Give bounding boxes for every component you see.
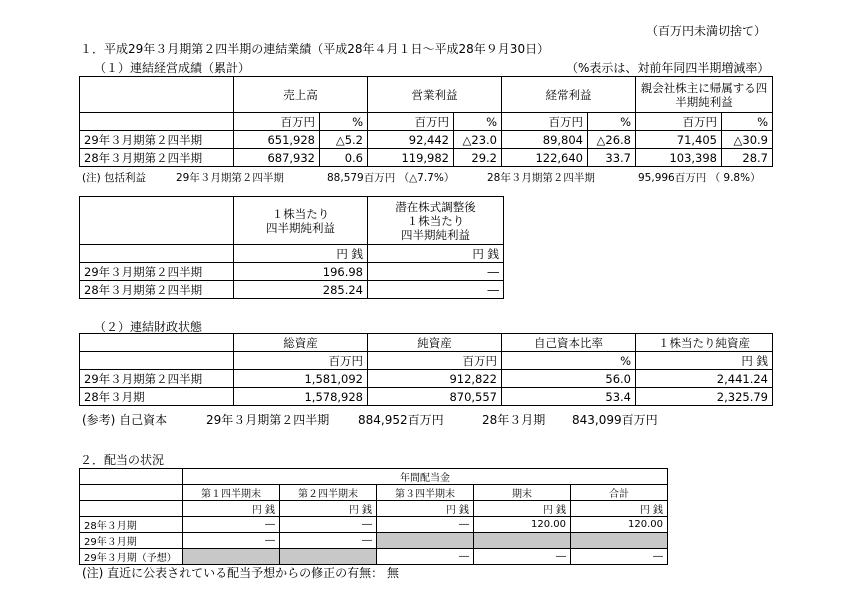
dividends-title: ２．配当の状況 (80, 453, 165, 467)
row-label: 28年３月期第２四半期 (80, 149, 234, 167)
unit-cell: 百万円 (636, 113, 722, 131)
unit-cell: 百万円 (368, 113, 454, 131)
value-cell: 870,557 (368, 388, 502, 406)
header-bps: １株当たり純資産 (636, 334, 773, 352)
row-label: 28年３月期 (80, 388, 234, 406)
value-cell: ― (474, 549, 571, 565)
header-ordinary-income: 経常利益 (502, 77, 636, 113)
table-row (80, 370, 773, 388)
value-cell: 89,804 (502, 131, 588, 149)
value-cell: 33.7 (588, 149, 636, 167)
footnote-value2: 95,996百万円 （ 9.8%） (638, 172, 761, 184)
table-row (80, 149, 773, 167)
unit-cell: 円 銭 (280, 501, 377, 517)
table-row (80, 281, 504, 299)
value-cell: △30.9 (722, 131, 773, 149)
dividends-table (79, 468, 668, 565)
unit-cell: 円 銭 (234, 245, 368, 263)
header-sales: 売上高 (234, 77, 368, 113)
value-cell: 687,932 (234, 149, 320, 167)
unit-note: （百万円未満切捨て） (646, 24, 767, 38)
eps-table (79, 196, 504, 299)
unit-cell: % (588, 113, 636, 131)
operating-results-table (79, 76, 773, 167)
reference-prefix: (参考) 自己資本 (82, 413, 168, 427)
value-cell: 119,982 (368, 149, 454, 167)
header-operating-income: 営業利益 (368, 77, 502, 113)
value-cell: ― (377, 549, 474, 565)
header-q1: 第１四半期末 (183, 485, 280, 501)
unit-cell: 百万円 (502, 113, 588, 131)
table-row (80, 263, 504, 281)
value-cell: 122,640 (502, 149, 588, 167)
unit-cell: % (722, 113, 773, 131)
header-q2: 第２四半期末 (280, 485, 377, 501)
unit-cell: 百万円 (234, 113, 320, 131)
row-label: 29年３月期第２四半期 (80, 263, 234, 281)
header-total: 合計 (571, 485, 668, 501)
unit-cell: 百万円 (368, 352, 502, 370)
header-q3: 第３四半期末 (377, 485, 474, 501)
header-year-end: 期末 (474, 485, 571, 501)
value-cell: 0.6 (320, 149, 368, 167)
value-cell: 912,822 (368, 370, 502, 388)
value-cell: 1,581,092 (234, 370, 368, 388)
unit-cell: 百万円 (234, 352, 368, 370)
table-row (80, 549, 668, 565)
reference-period1: 29年３月期第２四半期 (206, 413, 330, 427)
shaded-cell (183, 549, 280, 565)
value-cell: 120.00 (571, 517, 668, 533)
unit-cell: 円 銭 (636, 352, 773, 370)
value-cell: 196.98 (234, 263, 368, 281)
table-row (80, 388, 773, 406)
row-label: 29年３月期 (80, 533, 183, 549)
header-net-assets: 純資産 (368, 334, 502, 352)
shaded-cell (377, 533, 474, 549)
row-label: 29年３月期第２四半期 (80, 131, 234, 149)
shaded-cell (474, 533, 571, 549)
value-cell: ― (183, 533, 280, 549)
value-cell: 2,441.24 (636, 370, 773, 388)
header-eps: １株当たり 四半期純利益 (234, 197, 368, 245)
dividends-note: (注) 直近に公表されている配当予想からの修正の有無： 無 (82, 566, 399, 580)
value-cell: 53.4 (502, 388, 636, 406)
section2-title: （２）連結財政状態 (94, 320, 203, 334)
value-cell: ― (377, 517, 474, 533)
percent-note: （%表示は、対前年同四半期増減率） (566, 61, 770, 75)
value-cell: ― (571, 549, 668, 565)
row-label: 28年３月期 (80, 517, 183, 533)
footnote-period2: 28年３月期第２四半期 (487, 172, 595, 184)
footnote-period1: 29年３月期第２四半期 (176, 172, 284, 184)
unit-cell: 円 銭 (571, 501, 668, 517)
value-cell: 29.2 (454, 149, 502, 167)
footnote-prefix: (注) 包括利益 (82, 172, 147, 184)
value-cell: △23.0 (454, 131, 502, 149)
header-total-assets: 総資産 (234, 334, 368, 352)
reference-value2: 843,099百万円 (572, 413, 658, 427)
table-row (80, 131, 773, 149)
value-cell: 103,398 (636, 149, 722, 167)
value-cell: 56.0 (502, 370, 636, 388)
row-label: 29年３月期第２四半期 (80, 370, 234, 388)
unit-cell: 円 銭 (474, 501, 571, 517)
table-row (80, 517, 668, 533)
value-cell: △26.8 (588, 131, 636, 149)
unit-cell: % (502, 352, 636, 370)
header-diluted-eps: 潜在株式調整後 １株当たり 四半期純利益 (368, 197, 504, 245)
unit-cell: 円 銭 (183, 501, 280, 517)
row-label: 29年３月期（予想） (80, 549, 183, 565)
unit-cell: 円 銭 (377, 501, 474, 517)
footnote-value1: 88,579百万円 （△7.7%） (327, 172, 455, 184)
shaded-cell (280, 549, 377, 565)
value-cell: ― (368, 263, 504, 281)
value-cell: 71,405 (636, 131, 722, 149)
group-header-annual-dividends: 年間配当金 (183, 469, 668, 485)
unit-cell: % (454, 113, 502, 131)
value-cell: 2,325.79 (636, 388, 773, 406)
corner-cell (80, 77, 234, 113)
shaded-cell (571, 533, 668, 549)
header-equity-ratio: 自己資本比率 (502, 334, 636, 352)
section1-title: １．平成29年３月期第２四半期の連結業績（平成28年４月１日～平成28年９月30日） (80, 42, 550, 56)
value-cell: ― (368, 281, 504, 299)
reference-period2: 28年３月期 (482, 413, 546, 427)
header-net-income: 親会社株主に帰属する四半期純利益 (636, 77, 773, 113)
value-cell: ― (183, 517, 280, 533)
value-cell: ― (280, 517, 377, 533)
value-cell: 651,928 (234, 131, 320, 149)
value-cell: 120.00 (474, 517, 571, 533)
section1-subtitle: （１）連結経営成績（累計） (94, 61, 251, 75)
value-cell: 285.24 (234, 281, 368, 299)
unit-cell: % (320, 113, 368, 131)
unit-cell: 円 銭 (368, 245, 504, 263)
value-cell: △5.2 (320, 131, 368, 149)
financial-position-table (79, 333, 773, 406)
value-cell: ― (280, 533, 377, 549)
value-cell: 92,442 (368, 131, 454, 149)
reference-value1: 884,952百万円 (358, 413, 444, 427)
value-cell: 1,578,928 (234, 388, 368, 406)
row-label: 28年３月期第２四半期 (80, 281, 234, 299)
table-row (80, 533, 668, 549)
value-cell: 28.7 (722, 149, 773, 167)
